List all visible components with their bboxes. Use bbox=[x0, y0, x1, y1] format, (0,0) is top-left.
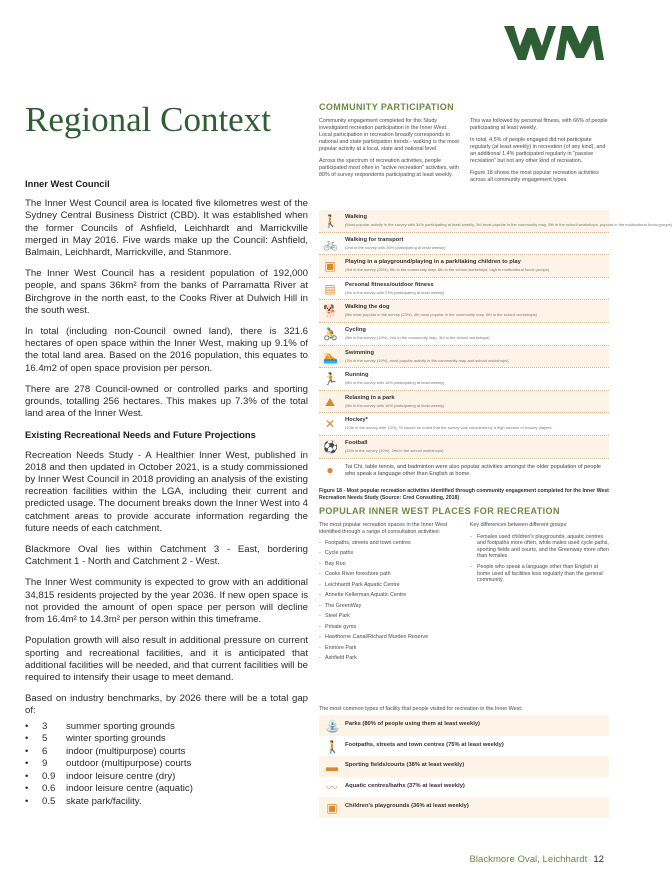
list-item bbox=[319, 323, 609, 346]
para-location: The Inner West Council area is located five kilometres west of the Sydney Central Business District (CBD). It was established when the former Councils of Ashfield, Leichhardt and Marrickville merged in May 2016. Five wards make up the Council: Ashfield, Balmain, Leichhardt, Marrickville, and Stanmore. bbox=[25, 198, 308, 259]
differences-block bbox=[470, 522, 610, 588]
page-number: 12 bbox=[593, 854, 604, 865]
heading-needs: Existing Recreational Needs and Future Projections bbox=[25, 429, 256, 441]
page-footer bbox=[469, 854, 604, 865]
walking-icon: 🚶 bbox=[323, 214, 338, 228]
list-item bbox=[319, 756, 609, 777]
list-item: - The GreenWay bbox=[319, 603, 459, 614]
community-intro-col2 bbox=[470, 118, 610, 189]
activity-name: Football bbox=[345, 439, 368, 446]
list-item bbox=[319, 255, 609, 278]
list-item: - Enmore Park bbox=[319, 645, 459, 656]
list-item: • 9 outdoor (multipurpose) courts bbox=[25, 758, 192, 770]
swimming-icon: 🏊 bbox=[323, 349, 338, 364]
activity-name: Walking for transport bbox=[345, 236, 404, 243]
list-item bbox=[319, 278, 609, 301]
transport-icon: 🚲 bbox=[323, 236, 338, 251]
community-para-1: Community engagement completed for this Study investigated recreation participation in the Inner West. Local participation in recreation broadly corresponds to national and state participation trends - walking is the most popular activity at a local, state and national level. bbox=[319, 118, 459, 152]
list-item bbox=[319, 233, 609, 256]
park-icon: ⛲ bbox=[325, 719, 340, 733]
para-study: Recreation Needs Study - A Healthier Inner West, published in 2018 and then updated in October 2021, is a study commissioned by Inner West Council in 2018 providing an analysis of the existing recreation facilities within the LGA, including their current and predicted usage. The document breaks down the Inner West into 4 catchment areas to provide accurate information regarding the future needs of each catchment. bbox=[25, 449, 308, 534]
relaxing-icon: ⛰ bbox=[324, 394, 336, 409]
heading-popular-places: POPULAR INNER WEST PLACES FOR RECREATION bbox=[319, 506, 560, 516]
places-list bbox=[319, 540, 459, 666]
community-para-5: Figure 18 shows the most popular recreation activities across all community engagement types. bbox=[470, 170, 599, 183]
activity-name: Walking bbox=[345, 214, 368, 220]
fitness-icon: ▤ bbox=[324, 281, 336, 296]
playground-icon: ▣ bbox=[326, 801, 338, 816]
activity-name: Relaxing in a park bbox=[345, 394, 395, 401]
activity-list bbox=[319, 210, 672, 488]
activity-desc: (8th in the survey with 18% participating at least weekly) bbox=[345, 380, 445, 386]
list-item: - Annette Kellerman Aquatic Centre bbox=[319, 592, 459, 603]
figure-caption: Figure 18 - Most popular recreation activities identified through community engagement completed for the Inner West Recreation Needs Study (Source: Cred Consulting, 2018) bbox=[319, 488, 609, 501]
left-column bbox=[25, 178, 308, 809]
cycling-icon: 🚴 bbox=[323, 326, 338, 341]
list-item bbox=[319, 715, 609, 736]
para-benchmarks: Based on industry benchmarks, by 2026 there will be a total gap of: bbox=[25, 693, 308, 717]
list-item: - Private gyms bbox=[319, 624, 459, 635]
wm-logo-icon bbox=[500, 22, 608, 64]
list-item: • 0.9 indoor leisure centre (dry) bbox=[25, 770, 176, 782]
page-title: Regional Context bbox=[25, 100, 271, 139]
facilities-intro: The most common types of facility that people visited for recreation in the Inner West: bbox=[319, 706, 523, 712]
para-population: The Inner West Council has a resident population of 192,000 people, and spans 36km² from the banks of Parramatta River at Birchgrove in the north east, to the Cooks River at Dulwich Hill in the south west. bbox=[25, 268, 308, 316]
activity-desc: (2nd in the survey with 26% participating at least weekly) bbox=[345, 244, 446, 250]
para-open-space: In total (including non-Council owned land), there is 321.6 hectares of open space within the Inner West, making up 9.1% of the total land area. Based on the 2016 population, this equates to 16.4m2 of open space provision per person. bbox=[25, 326, 308, 374]
activity-name: Running bbox=[345, 372, 369, 379]
activity-name: Walking the dog bbox=[345, 304, 390, 311]
playground-icon: ▣ bbox=[324, 259, 336, 274]
list-item: - Ashfield Park bbox=[319, 655, 459, 666]
activity-desc: (4th in the survey with 23% participating at least weekly) bbox=[345, 289, 445, 295]
list-item bbox=[319, 300, 609, 323]
dog-icon: 🐕 bbox=[323, 304, 338, 319]
facility-label: Children's playgrounds (36% at least weekly) bbox=[345, 803, 469, 810]
list-item: - Leichhardt Park Aquatic Centre bbox=[319, 582, 459, 593]
activity-name: Cycling bbox=[345, 326, 366, 333]
activity-desc: (10th in the survey with 13%). *It should be noted that the survey was completed by a high number of hockey players. bbox=[345, 425, 553, 431]
community-para-4: In total, 4.5% of people engaged did not participate regularly (at least weekly) in recreation (of any kind), and an additional 1.4% participated regularly in "passive recreation" but not any other kind of recreation. bbox=[470, 137, 606, 164]
hockey-icon: ✕ bbox=[324, 417, 336, 432]
list-item bbox=[319, 210, 672, 233]
facility-list bbox=[319, 715, 609, 818]
community-para-3: This was followed by personal fitness, with 66% of people participating at least weekly. bbox=[470, 118, 608, 131]
places-list-block bbox=[319, 522, 459, 666]
activity-name: Hockey* bbox=[345, 417, 368, 424]
list-item bbox=[319, 736, 609, 757]
list-item bbox=[319, 368, 609, 391]
activity-desc: (3rd in the survey (20%), 5th in the community map, 8th in the school workshops, high in multicultural focus groups) bbox=[345, 267, 550, 273]
community-intro-col1 bbox=[319, 118, 459, 184]
sporting-field-icon: ▬ bbox=[326, 760, 338, 775]
activity-note bbox=[319, 459, 609, 488]
footer-text: Blackmore Oval, Leichhardt bbox=[469, 854, 588, 865]
aquatic-icon: 〰 bbox=[325, 780, 338, 795]
list-item bbox=[319, 391, 609, 414]
activity-desc: (6th in the survey (19%), 2nd in the community map, 3rd in the school workshops) bbox=[345, 334, 490, 340]
places-intro: The most popular recreation spaces in the Inner West identified through a range of consultation activities: bbox=[319, 522, 448, 536]
activity-desc: (11th in the survey (10%), 2nd in the school workshops) bbox=[345, 447, 444, 453]
list-item: • 5 winter sporting grounds bbox=[25, 733, 166, 745]
heading-inner-west: Inner West Council bbox=[25, 178, 110, 189]
list-item bbox=[319, 413, 609, 436]
activity-desc: (Most popular activity in the survey with 34% participating at least weekly, 3rd most popular in the community map, 5th in the school workshops, popular in the multicultural focus groups) bbox=[345, 222, 672, 227]
facility-label: Footpaths, streets and town centres (75% at least weekly) bbox=[345, 741, 504, 748]
para-growth: The Inner West community is expected to grow with an additional 34,815 residents projected by the year 2036. If new open space is not provided the amount of open space per person will decline from 16.4m² to 14.3m² per person within this timeframe. bbox=[25, 577, 308, 626]
list-item bbox=[319, 346, 609, 369]
list-item: - People who speak a language other than English at home used all facilities less regularly than the general community. bbox=[470, 564, 610, 584]
para-catchment: Blackmore Oval lies within Catchment 3 - East, bordering Catchment 1 - North and Catchment 2 - West. bbox=[25, 544, 308, 568]
activity-desc: (7th in the survey (19%), most popular activity in the community map and school workshops) bbox=[345, 357, 509, 363]
activity-desc: (9th in the survey with 16% participating at least weekly) bbox=[345, 402, 445, 408]
list-item: - Bay Run bbox=[319, 561, 459, 572]
heading-community-participation: COMMUNITY PARTICIPATION bbox=[319, 102, 455, 112]
para-parks: There are 278 Council-owned or controlled parks and sporting grounds, totalling 256 hectares. This makes up 7.3% of the total land area of the Inner West. bbox=[25, 383, 308, 420]
differences-list bbox=[470, 534, 610, 584]
para-pressure: Population growth will also result in additional pressure on current sporting and recreational facilities, and it is anticipated that additional facilities will be needed, and that current facilities will be required to intensify their usage to meet demand. bbox=[25, 635, 308, 683]
running-icon: 🏃 bbox=[323, 372, 338, 387]
activity-desc: (5th most popular in the survey (23%), 4th most popular in the community map, 6th in the school workshops) bbox=[345, 312, 537, 318]
differences-heading: Key differences between different groups: bbox=[470, 522, 568, 528]
list-item: • 0.6 indoor leisure centre (aquatic) bbox=[25, 783, 193, 795]
football-icon: ⚽ bbox=[323, 439, 338, 454]
list-item: - Cooks River foreshore path bbox=[319, 571, 459, 582]
info-icon: ● bbox=[326, 462, 334, 477]
activity-name: Swimming bbox=[345, 349, 374, 356]
facility-label: Aquatic centres/baths (37% at least weekly) bbox=[345, 782, 465, 789]
list-item: - Females used children's playgrounds, aquatic centres and footpaths more often, while males used cycle paths, sporting fields and courts, and the Greenway more often than females bbox=[470, 534, 610, 560]
list-item: • 6 indoor (multipurpose) courts bbox=[25, 745, 186, 757]
list-item: - Footpaths, streets and town centres bbox=[319, 540, 459, 551]
list-item bbox=[319, 436, 609, 459]
facility-label: Sporting fields/courts (38% at least weekly) bbox=[345, 762, 465, 769]
list-item: • 3 summer sporting grounds bbox=[25, 720, 175, 732]
community-para-2: Across the spectrum of recreation activities, people participated most often in "active recreation" activities, with 80% of survey respondents participating at least weekly. bbox=[319, 158, 459, 178]
list-item: - Steel Park bbox=[319, 613, 459, 624]
list-item: - Hawthorne Canal/Richard Murden Reserve bbox=[319, 634, 459, 645]
footpath-icon: 🚶 bbox=[325, 739, 340, 754]
list-item: - Cycle paths bbox=[319, 550, 459, 561]
list-item: • 0.5 skate park/facility. bbox=[25, 796, 142, 808]
gap-list bbox=[25, 721, 308, 809]
facility-label: Parks (80% of people using them at least weekly) bbox=[345, 721, 480, 727]
list-item bbox=[319, 797, 609, 818]
activity-name: Personal fitness/outdoor fitness bbox=[345, 281, 434, 288]
note-text: Tai Chi, table tennis, and badminton were also popular activities amongst the older population of people who speak a language other than English at home. bbox=[345, 463, 601, 477]
list-item bbox=[319, 777, 609, 798]
activity-name: Playing in a playground/playing in a park/taking children to play bbox=[345, 259, 521, 266]
